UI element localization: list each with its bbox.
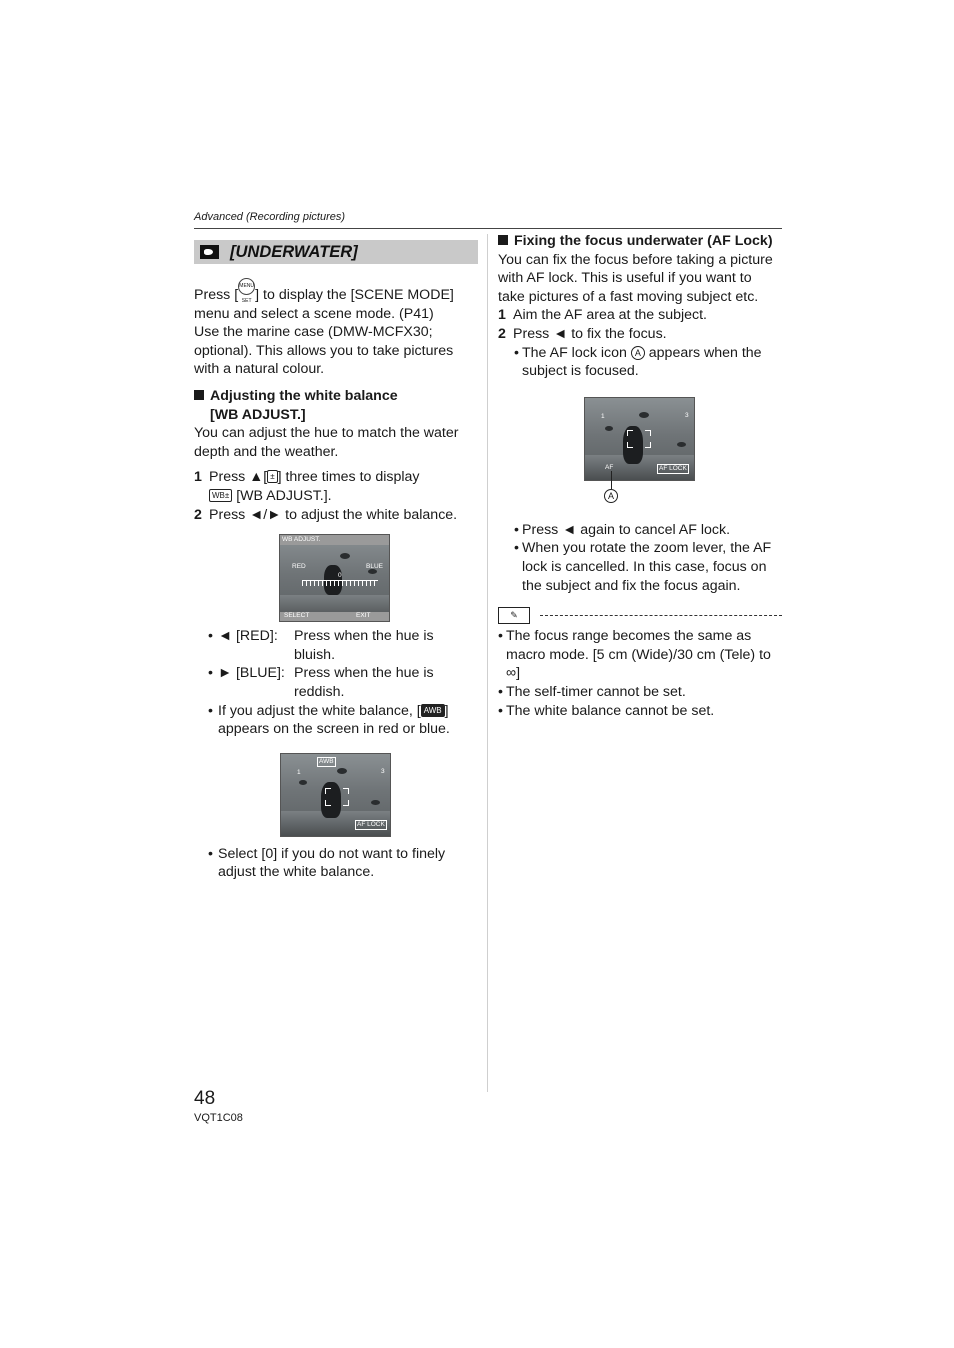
awb-bullet: • If you adjust the white balance, [ AWB ] appears on the screen in red or blue. [208, 702, 450, 738]
af-lock-heading: Fixing the focus underwater (AF Lock) [498, 232, 782, 251]
wb-step-2: 2 Press ◄/► to adjust the white balance. [194, 506, 458, 523]
callout-line [611, 471, 612, 489]
af-lock-description: You can fix the focus before taking a picture with AF lock. This is useful if you want to take pictures of a fast moving subject etc. [498, 251, 773, 305]
wb-adjust-screen [279, 534, 390, 622]
left-column [194, 240, 478, 882]
af-icon-on-screen: AF [605, 463, 614, 471]
select-zero-bullet: • Select [0] if you do not want to finely adjust the white balance. [208, 845, 446, 881]
af-step-2: 2 Press ◄ to fix the focus. [498, 325, 667, 342]
wb-zero-label: 0 [338, 572, 342, 580]
wb-description: You can adjust the hue to match the water depth and the weather. [194, 425, 459, 460]
page-number: 48 [194, 1088, 216, 1109]
section-title: [UNDERWATER] [230, 242, 358, 261]
running-header: Advanced (Recording pictures) [194, 211, 346, 223]
screen3-battery-count: 1 [601, 412, 605, 420]
wb-exit-label: EXIT [356, 612, 371, 620]
note-header [498, 607, 782, 624]
wb-adjust-screen-title: WB ADJUST. [282, 536, 321, 544]
header-rule [194, 228, 782, 229]
screen2-battery-count: 1 [297, 768, 301, 776]
wb-adjust-icon: WB± [209, 489, 232, 502]
note-pencil-icon: ✎ [498, 607, 530, 624]
blue-item: • ► [BLUE]: Press when the hue is reddish. [208, 665, 434, 700]
right-column [498, 232, 782, 720]
cancel-bullet: • Press ◄ again to cancel AF lock. [514, 521, 731, 538]
af-lock-figure [584, 397, 696, 515]
awb-icon: AWB [421, 704, 445, 717]
wb-heading: Adjusting the white balance [WB ADJUST.] [194, 387, 478, 424]
screen2-shot-count: 3 [381, 767, 385, 775]
note-item-1: • The focus range becomes the same as macro mode. [5 cm (Wide)/30 cm (Tele) to ∞] [498, 628, 771, 682]
section-title-bar [194, 240, 478, 264]
screen3-shot-count: 3 [685, 411, 689, 419]
screen3-af-lock-label: AF LOCK [659, 464, 687, 472]
af-step-1: 1 Aim the AF area at the subject. [498, 307, 707, 324]
square-bullet-icon [498, 235, 508, 245]
underwater-scene-icon [200, 245, 219, 259]
screen2-af-lock-label: AF LOCK [357, 820, 385, 828]
intro-paragraph: Press [MENU SET ] to display the [SCENE MODE] menu and select a scene mode. (P41) Use the marine case (DMW-MCFX30; optional). This allows you to take pictures with a natural colour. [194, 278, 478, 379]
callout-a-icon: A [631, 346, 645, 360]
note-dashed-rule [540, 615, 782, 616]
zoom-bullet: • When you rotate the zoom lever, the AF lock is cancelled. In this case, focus on the subject and fix the focus again. [514, 540, 772, 594]
menu-set-button-icon: MENU SET [238, 278, 255, 295]
document-code: VQT1C08 [194, 1112, 243, 1124]
wb-step-1: 1 Press ▲[ ± ] three times to display WB± [WB ADJUST.]. [194, 469, 420, 504]
callout-a-label: A [604, 489, 618, 503]
column-divider [487, 234, 488, 1092]
awb-preview-screen [280, 753, 391, 837]
note-item-2: • The self-timer cannot be set. [498, 683, 686, 700]
red-item: • ◄ [RED]: Press when the hue is bluish. [208, 628, 434, 663]
awb-screen-badge: AWB [319, 757, 334, 765]
wb-blue-label: BLUE [366, 563, 383, 571]
square-bullet-icon [194, 390, 204, 400]
note-item-3: • The white balance cannot be set. [498, 702, 715, 719]
wb-select-label: SELECT [284, 612, 310, 620]
af-lock-screen [584, 397, 695, 481]
af-icon-bullet: • The AF lock icon A appears when the subject is focused. [514, 344, 762, 380]
exposure-icon: ± [267, 470, 277, 483]
wb-red-label: RED [292, 563, 306, 571]
